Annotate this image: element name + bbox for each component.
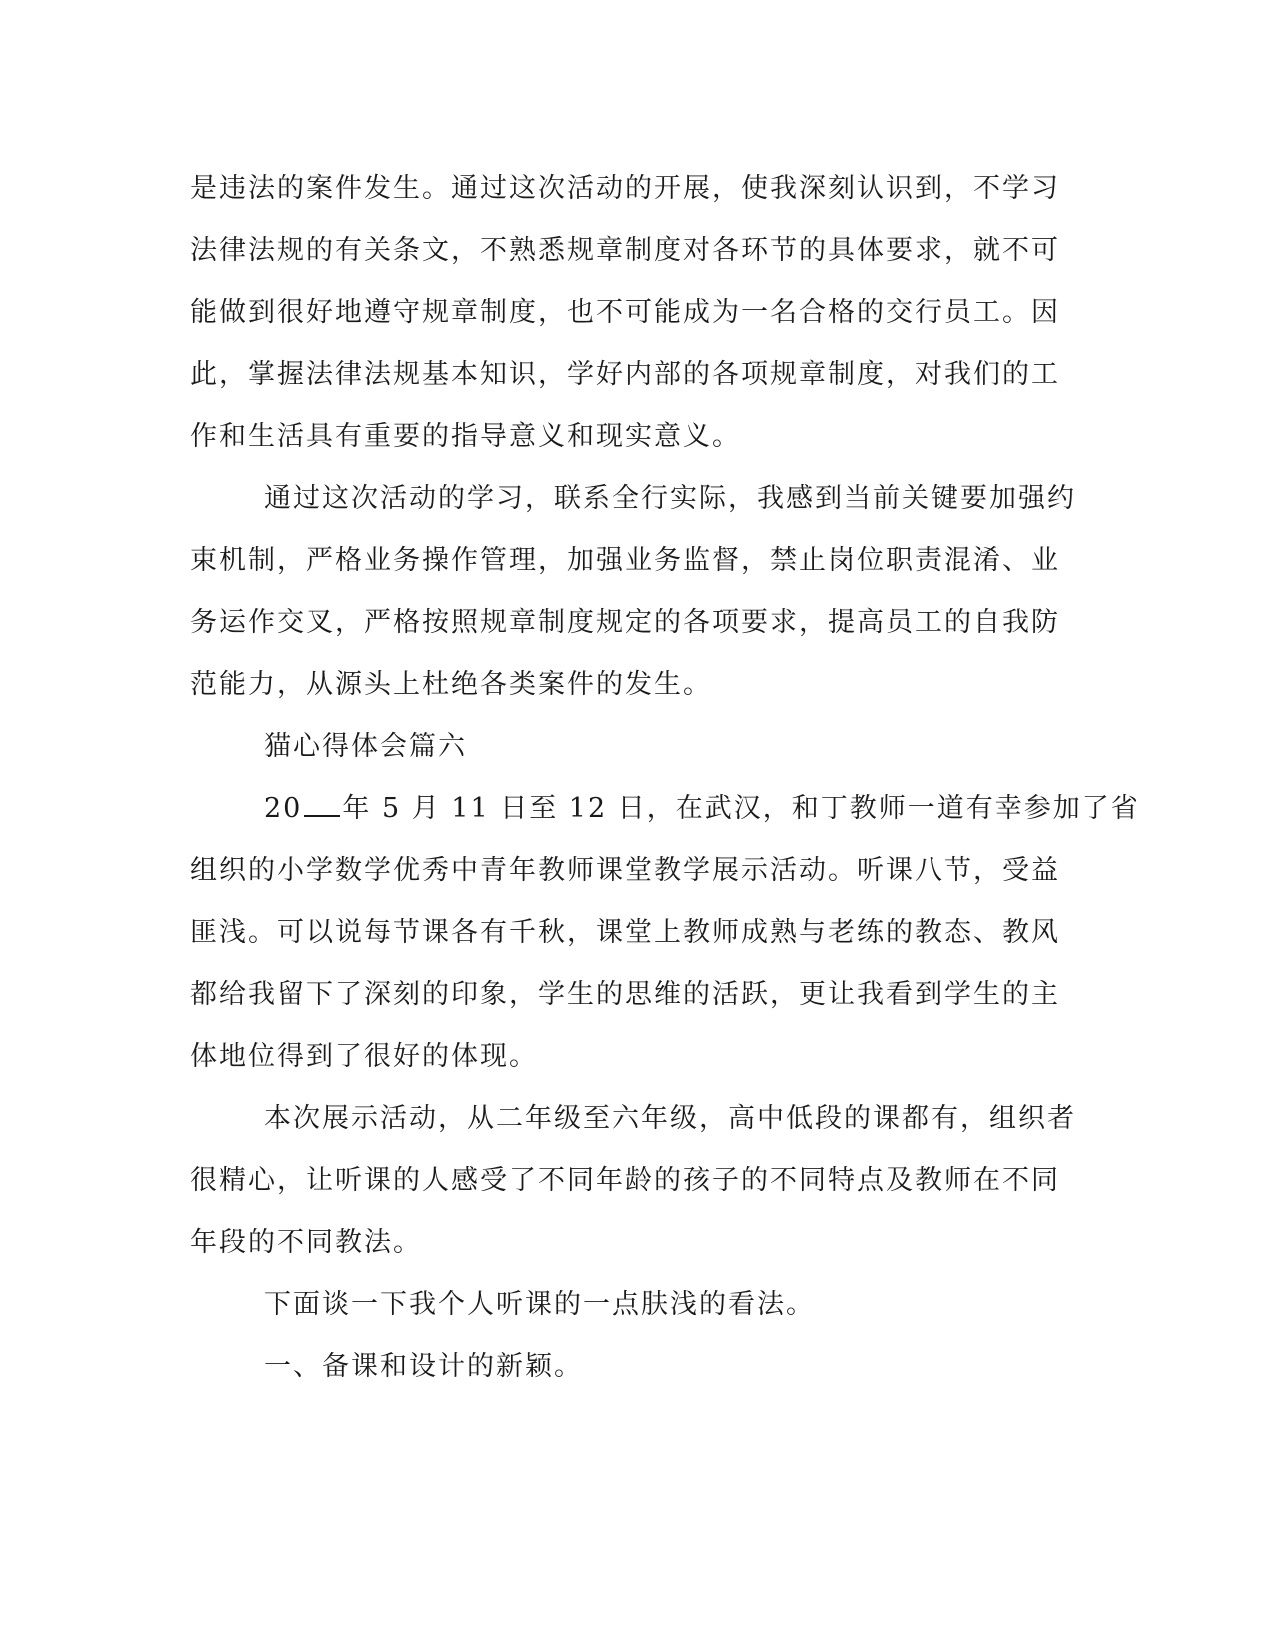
blank-underline (304, 787, 340, 817)
text-line: 都给我留下了深刻的印象，学生的思维的活跃，更让我看到学生的主 (190, 979, 1060, 1010)
text-line: 范能力，从源头上杜绝各类案件的发生。 (190, 669, 712, 700)
text-line: 年段的不同教法。 (190, 1227, 422, 1258)
text-line: 能做到很好地遵守规章制度，也不可能成为一名合格的交行员工。因 (190, 297, 1060, 328)
text-line: 很精心，让听课的人感受了不同年龄的孩子的不同特点及教师在不同 (190, 1165, 1060, 1196)
section-heading: 猫心得体会篇六 (264, 731, 467, 762)
text-line: 匪浅。可以说每节课各有千秋，课堂上教师成熟与老练的教态、教风 (190, 917, 1060, 948)
document-body (190, 158, 1140, 1398)
text-line: 组织的小学数学优秀中青年教师课堂教学展示活动。听课八节，受益 (190, 855, 1060, 886)
paragraph-start-line: 通过这次活动的学习，联系全行实际，我感到当前关键要加强约 (264, 483, 1076, 514)
paragraph-start-line: 下面谈一下我个人听课的一点肤浅的看法。 (264, 1289, 815, 1320)
date-text: 年 5 月 11 日至 12 日，在武汉，和丁教师一道有幸参加了省 (342, 793, 1140, 824)
text-line: 此，掌握法律法规基本知识，学好内部的各项规章制度，对我们的工 (190, 359, 1060, 390)
text-line: 作和生活具有重要的指导意义和现实意义。 (190, 421, 741, 452)
numbered-heading: 一、备课和设计的新颖。 (264, 1351, 583, 1382)
year-prefix: 20 (264, 793, 303, 824)
paragraph-start-line (190, 778, 1140, 840)
paragraph-start-line: 本次展示活动，从二年级至六年级，高中低段的课都有，组织者 (264, 1103, 1076, 1134)
text-line: 务运作交叉，严格按照规章制度规定的各项要求，提高员工的自我防 (190, 607, 1060, 638)
text-line: 束机制，严格业务操作管理，加强业务监督，禁止岗位职责混淆、业 (190, 545, 1060, 576)
text-line: 是违法的案件发生。通过这次活动的开展，使我深刻认识到，不学习 (190, 173, 1060, 204)
text-line: 法律法规的有关条文，不熟悉规章制度对各环节的具体要求，就不可 (190, 235, 1060, 266)
text-line: 体地位得到了很好的体现。 (190, 1041, 538, 1072)
